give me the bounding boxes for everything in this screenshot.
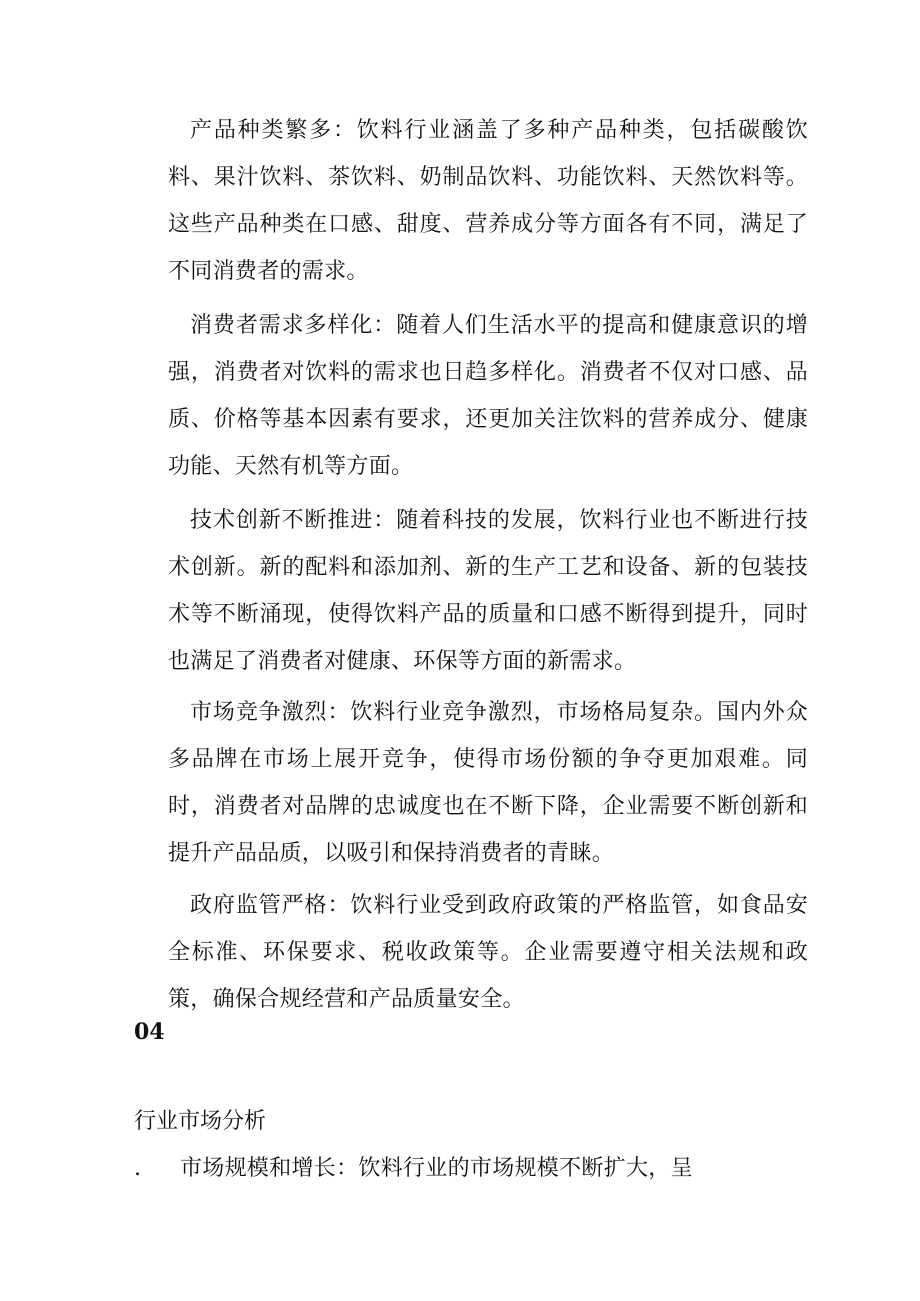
- paragraph-consumer-demand: 消费者需求多样化：随着人们生活水平的提高和健康意识的增强，消费者对饮料的需求也日趋多样化。消费者不仅对口感、品质、价格等基本因素有要求，还更加关注饮料的营养成分、健康功能、天然有机等方面。: [168, 313, 808, 479]
- list-item-market-size: 市场规模和增长：饮料行业的市场规模不断扩大，呈: [180, 1156, 693, 1181]
- section-number: 04: [134, 1019, 165, 1045]
- list-bullet: .: [134, 1156, 141, 1181]
- paragraph-market-competition: 市场竞争激烈：饮料行业竞争激烈，市场格局复杂。国内外众多品牌在市场上展开竞争，使得市场份额的争夺更加艰难。同时，消费者对品牌的忠诚度也在不断下降，企业需要不断创新和提升产品品质，以吸引和保持消费者的青睐。: [168, 700, 808, 866]
- section-title: 行业市场分析: [134, 1109, 267, 1134]
- paragraph-tech-innovation: 技术创新不断推进：随着科技的发展，饮料行业也不断进行技术创新。新的配料和添加剂、新的生产工艺和设备、新的包装技术等不断涌现，使得饮料产品的质量和口感不断得到提升，同时也满足了消费者对健康、环保等方面的新需求。: [168, 508, 808, 674]
- paragraph-product-variety: 产品种类繁多：饮料行业涵盖了多种产品种类，包括碳酸饮料、果汁饮料、茶饮料、奶制品饮料、功能饮料、天然饮料等。这些产品种类在口感、甜度、营养成分等方面各有不同，满足了不同消费者的需求。: [168, 118, 808, 284]
- paragraph-government-regulation: 政府监管严格：饮料行业受到政府政策的严格监管，如食品安全标准、环保要求、税收政策等。企业需要遵守相关法规和政策，确保合规经营和产品质量安全。: [168, 893, 808, 1012]
